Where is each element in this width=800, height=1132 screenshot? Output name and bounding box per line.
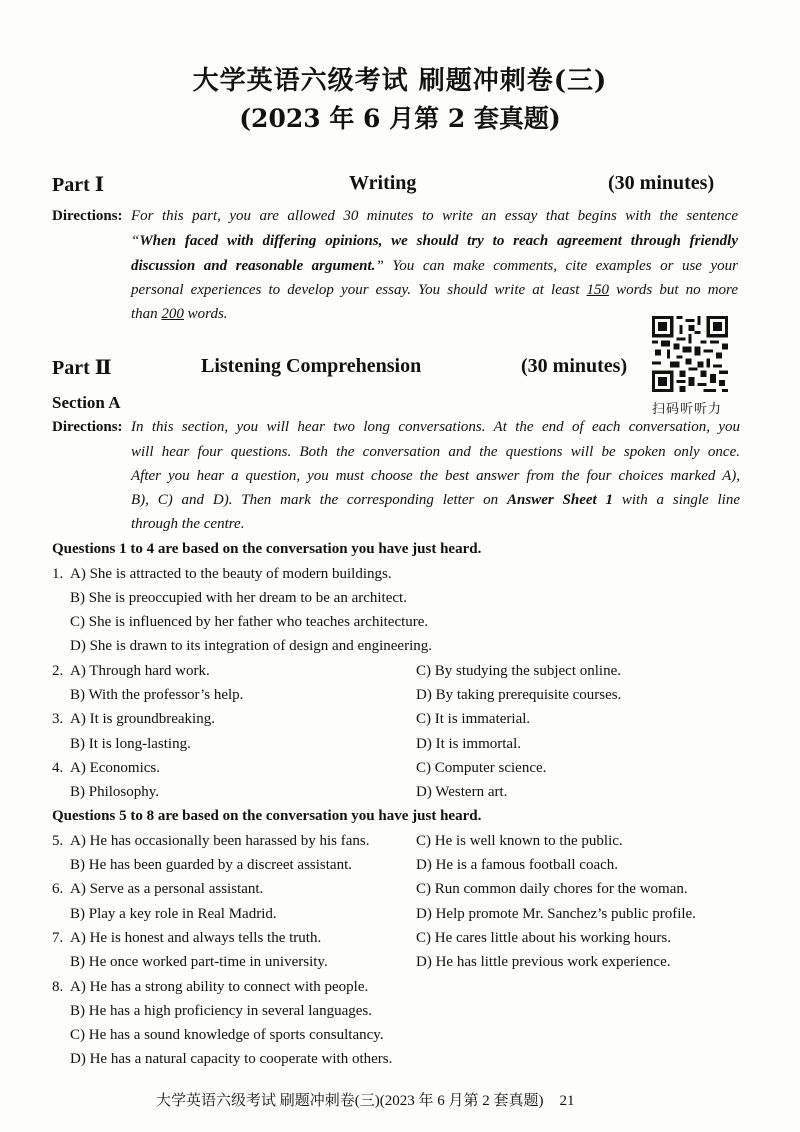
question-number: 2.: [52, 663, 64, 679]
option-c: C) She is influenced by her father who teaches architecture.: [70, 614, 429, 630]
part1-name: Writing: [349, 172, 417, 194]
part1-dir-line-1: For this part, you are allowed 30 minutes to write an essay that begins with the sentence: [131, 208, 738, 224]
option-a: A) He has occasionally been harassed by his fans.: [70, 833, 370, 849]
part2-label: Part Ⅱ: [52, 357, 112, 379]
prompt-sentence-part-2: discussion and reasonable argument.: [131, 258, 376, 274]
part2-name: Listening Comprehension: [201, 355, 422, 377]
part2-dir-line-5: through the centre.: [131, 516, 245, 532]
footer-title: 大学英语六级考试 刷题冲刺卷(三)(2023 年 6 月第 2 套真题): [156, 1093, 544, 1109]
question-number: 6.: [52, 881, 64, 897]
option-a: A) Serve as a personal assistant.: [70, 881, 264, 897]
option-b: B) She is preoccupied with her dream to be an architect.: [70, 590, 407, 606]
option-a: A) He has a strong ability to connect with people.: [70, 979, 369, 995]
question-number: 5.: [52, 833, 64, 849]
part2-time: (30 minutes): [521, 355, 628, 377]
option-d: D) He has a natural capacity to cooperate with others.: [70, 1051, 393, 1067]
option-c: C) Run common daily chores for the woman.: [416, 881, 688, 897]
page-title: 大学英语六级考试 刷题冲刺卷(三): [192, 66, 608, 96]
part1-directions-label: Directions:: [52, 208, 123, 224]
part2-dir-line-3: After you hear a question, you must choose the best answer from the four choices marked A),: [131, 468, 740, 484]
section-a-heading: Section A: [52, 393, 121, 412]
option-d: D) It is immortal.: [416, 736, 521, 752]
option-d: D) She is drawn to its integration of design and engineering.: [70, 638, 433, 654]
option-b: B) He has been guarded by a discreet assistant.: [70, 857, 352, 873]
option-d: D) He has little previous work experience.: [416, 954, 671, 970]
option-a: A) She is attracted to the beauty of modern buildings.: [70, 566, 392, 582]
option-d: D) He is a famous football coach.: [416, 857, 619, 873]
option-a: A) It is groundbreaking.: [70, 711, 215, 727]
part1-dir-line-5: than 200 words.: [131, 306, 228, 322]
option-c: C) It is immaterial.: [416, 711, 531, 727]
option-d: D) By taking prerequisite courses.: [416, 687, 622, 703]
part1-dir-line-4: personal experiences to develop your essay. You should write at least 150 words but no more: [131, 282, 738, 298]
page-footer: [156, 1089, 574, 1110]
option-b: B) With the professor’s help.: [70, 687, 244, 703]
option-c: C) Computer science.: [416, 760, 547, 776]
page-subtitle: (2023 年 6 月第 2 套真题): [239, 104, 561, 133]
option-b: B) Play a key role in Real Madrid.: [70, 906, 277, 922]
option-b: B) It is long-lasting.: [70, 736, 191, 752]
option-d: D) Help promote Mr. Sanchez’s public profile.: [416, 906, 696, 922]
question-number: 1.: [52, 566, 64, 582]
part1-time: (30 minutes): [608, 172, 715, 194]
questions-1-4-instruction: Questions 1 to 4 are based on the conversation you have just heard.: [52, 541, 482, 557]
option-c: C) By studying the subject online.: [416, 663, 621, 679]
option-c: C) He is well known to the public.: [416, 833, 623, 849]
part2-dir-line-1: In this section, you will hear two long conversations. At the end of each conversation, you: [131, 419, 740, 435]
qr-code-icon[interactable]: [652, 316, 728, 392]
prompt-sentence-part-1: When faced with differing opinions, we should try to reach agreement through friendly: [139, 233, 738, 249]
question-number: 3.: [52, 711, 64, 727]
option-d: D) Western art.: [416, 784, 508, 800]
part2-dir-line-4: B), C) and D). Then mark the corresponding letter on Answer Sheet 1 with a single line: [131, 492, 741, 508]
part2-dir-line-2: will hear four questions. Both the conversation and the questions will be spoken only once.: [131, 444, 740, 460]
open-quote: “: [131, 233, 140, 249]
part1-dir-line-3: discussion and reasonable argument.” You can make comments, cite examples or use your: [131, 258, 738, 274]
max-words: 200: [161, 306, 184, 322]
question-number: 7.: [52, 930, 64, 946]
part1-dir-line-2: [131, 233, 738, 250]
min-words: 150: [586, 282, 609, 298]
part1-label: Part Ⅰ: [52, 174, 105, 196]
option-c: C) He cares little about his working hours.: [416, 930, 671, 946]
questions-5-8-instruction: Questions 5 to 8 are based on the conversation you have just heard.: [52, 808, 482, 824]
answer-sheet-ref: Answer Sheet 1: [507, 492, 614, 508]
option-b: B) He has a high proficiency in several languages.: [70, 1003, 372, 1019]
option-b: B) He once worked part-time in university.: [70, 954, 328, 970]
option-a: A) Through hard work.: [70, 663, 210, 679]
option-c: C) He has a sound knowledge of sports consultancy.: [70, 1027, 384, 1043]
question-number: 4.: [52, 760, 64, 776]
page-number: 21: [559, 1093, 575, 1109]
option-b: B) Philosophy.: [70, 784, 160, 800]
part2-directions-label: Directions:: [52, 419, 123, 435]
option-a: A) He is honest and always tells the truth.: [70, 930, 322, 946]
qr-code-label: 扫码听听力: [652, 402, 723, 417]
question-number: 8.: [52, 979, 64, 995]
option-a: A) Economics.: [70, 760, 160, 776]
